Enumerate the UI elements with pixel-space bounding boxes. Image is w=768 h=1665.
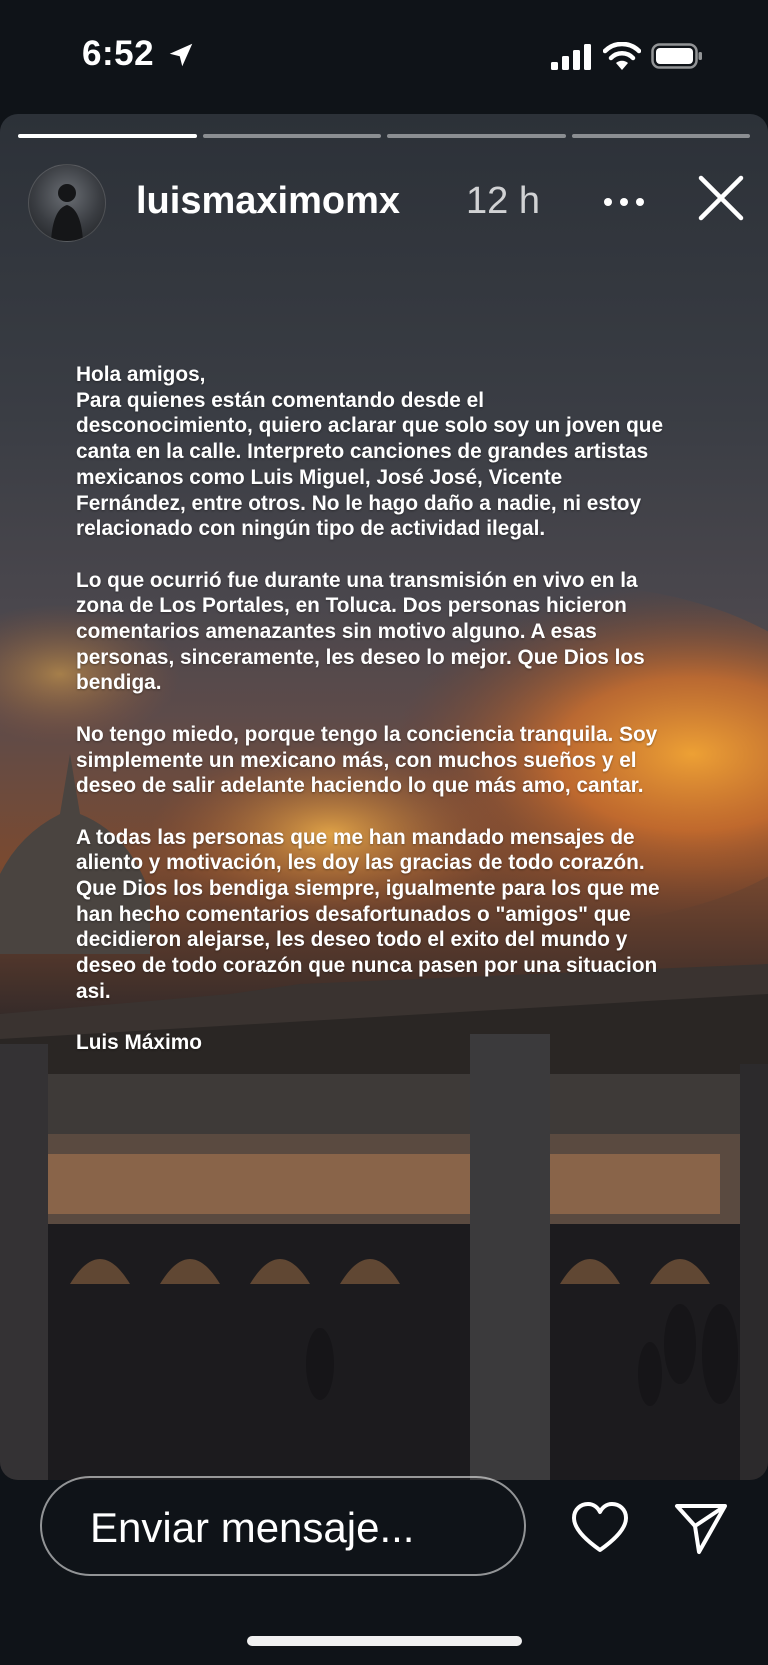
more-horizontal-icon[interactable] — [600, 182, 648, 222]
story-paragraph: Lo que ocurrió fue durante una transmisión en vivo en la zona de Los Portales, en Toluca. Dos personas hicieron comentarios amenazantes sin motivo alguno. A esas personas, sinceramente, les deseo lo mejor. Que Dios los bendiga. — [76, 568, 645, 695]
status-time: 6:52 — [82, 34, 155, 73]
progress-segment — [387, 134, 566, 138]
location-arrow-icon — [166, 40, 196, 70]
avatar-silhouette — [29, 165, 105, 241]
send-message-placeholder: Enviar mensaje... — [90, 1504, 415, 1551]
progress-segment — [203, 134, 382, 138]
story-paragraph: Hola amigos, Para quienes están comentando desde el desconocimiento, quiero aclarar que solo soy un joven que canta en la calle. Interpreto canciones de grandes artistas mexicanos como Luis Miguel, José José, Vicente Fernández, entre otros. No le hago daño a nadie, ni estoy relacionado con ningún tipo de actividad ilegal. — [76, 363, 664, 541]
home-indicator[interactable] — [247, 1636, 522, 1646]
story-signature: Luis Máximo — [76, 1031, 202, 1055]
close-icon[interactable] — [695, 172, 747, 224]
send-message-input[interactable] — [40, 1476, 526, 1576]
story-progress-bar — [18, 134, 750, 138]
wifi-icon — [603, 42, 641, 72]
heart-icon[interactable] — [570, 1500, 630, 1556]
battery-icon — [651, 43, 703, 69]
avatar[interactable] — [28, 164, 106, 242]
cellular-signal-icon — [551, 44, 591, 70]
story-paragraph: No tengo miedo, porque tengo la conciencia tranquila. Soy simplemente un mexicano más, con muchos sueños y el deseo de salir adelante haciendo lo que más amo, cantar. — [76, 722, 658, 798]
send-paper-plane-icon[interactable] — [673, 1500, 729, 1556]
story-username[interactable]: luismaximomx — [136, 180, 400, 222]
story-paragraph: A todas las personas que me han mandado mensajes de aliento y motivación, les doy las gracias de todo corazón. Que Dios los bendiga siempre, igualmente para los que me han hecho comentarios desafortunados o "amigos" que decidieron alejarse, les deseo todo el exito del mundo y deseo de todo corazón que nunca pasen por una situacion asi. — [76, 825, 660, 1003]
status-bar — [0, 0, 768, 110]
story-timestamp: 12 h — [466, 180, 540, 222]
progress-segment — [18, 134, 197, 138]
story-text-overlay — [76, 362, 716, 1056]
progress-segment — [572, 134, 751, 138]
story-viewer[interactable] — [0, 114, 768, 1480]
